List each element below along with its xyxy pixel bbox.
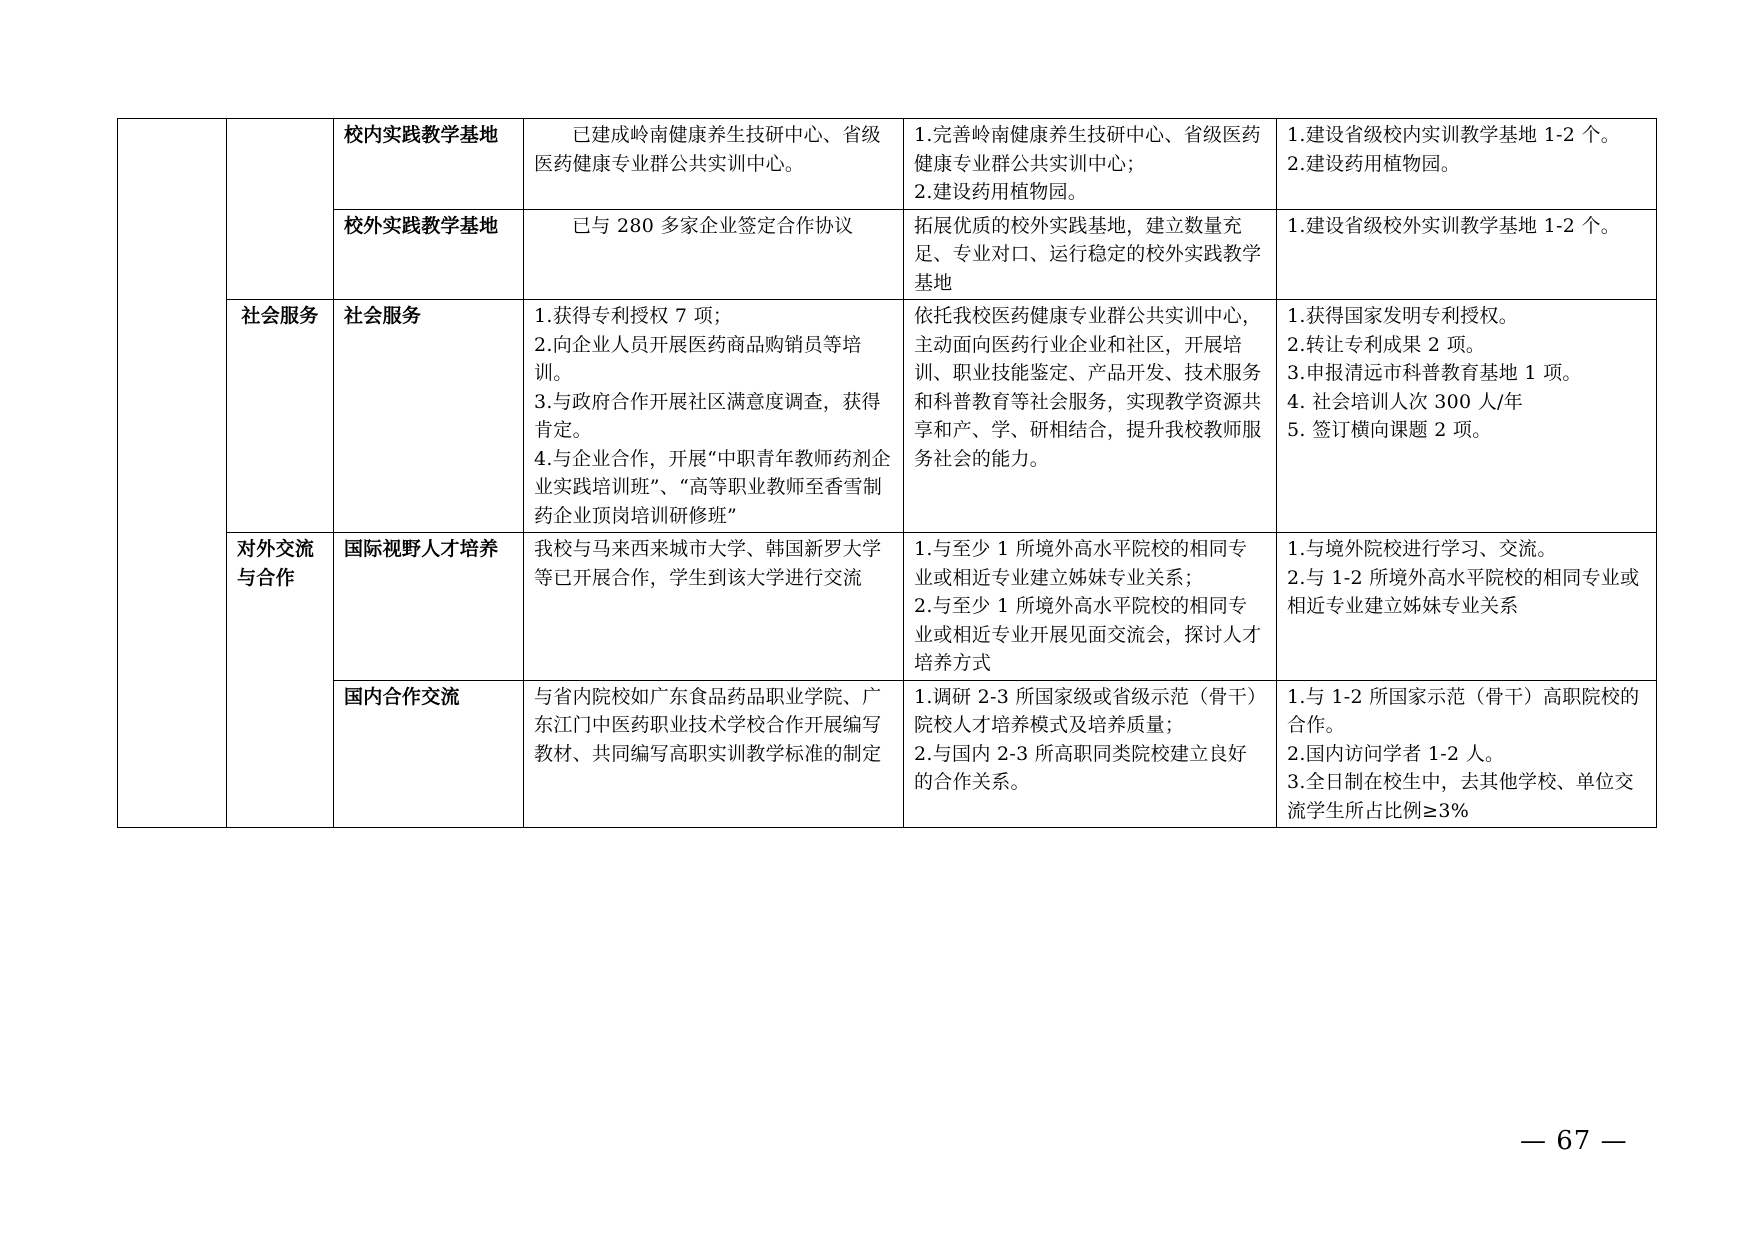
- list-item: 2.建设药用植物园。: [1287, 152, 1461, 175]
- list-item: 2.向企业人员开展医药商品购销员等培训。: [534, 333, 862, 384]
- current-status-cell: 已与 280 多家企业签定合作协议: [524, 209, 904, 300]
- list-item: 拓展优质的校外实践基地，建立数量充足、专业对口、运行稳定的校外实践教学基地: [914, 214, 1262, 294]
- category-cell: 对外交流与合作: [227, 533, 334, 828]
- list-item: 4. 社会培训人次 300 人/年: [1287, 390, 1524, 413]
- item-cell: 国际视野人才培养: [334, 533, 524, 681]
- current-status-cell: 已建成岭南健康养生技研中心、省级医药健康专业群公共实训中心。: [524, 119, 904, 210]
- item-cell: 社会服务: [334, 300, 524, 533]
- item-cell: 国内合作交流: [334, 680, 524, 828]
- list-item: 2.转让专利成果 2 项。: [1287, 333, 1486, 356]
- measures-cell: [904, 680, 1277, 828]
- targets-cell: [1277, 209, 1657, 300]
- list-item: 1.建设省级校内实训教学基地 1-2 个。: [1287, 124, 1621, 146]
- table-row: [118, 209, 1657, 300]
- list-item: 5. 签订横向课题 2 项。: [1287, 419, 1492, 441]
- list-item: 1.完善岭南健康养生技研中心、省级医药健康专业群公共实训中心；: [914, 124, 1261, 175]
- list-item: 3.与政府合作开展社区满意度调查，获得肯定。: [534, 390, 881, 441]
- list-item: 2.建设药用植物园。: [914, 181, 1088, 203]
- targets-cell: [1277, 300, 1657, 533]
- empty-category-cell: [118, 119, 227, 828]
- list-item: 1.建设省级校外实训教学基地 1-2 个。: [1287, 214, 1621, 237]
- measures-cell: [904, 533, 1277, 681]
- table-row: [118, 680, 1657, 828]
- targets-cell: [1277, 119, 1657, 210]
- list-item: 1.获得国家发明专利授权。: [1287, 305, 1519, 327]
- table-row: [118, 533, 1657, 681]
- current-status-cell: [524, 300, 904, 533]
- list-item: 1.与境外院校进行学习、交流。: [1287, 538, 1557, 560]
- empty-subcategory-cell: [227, 119, 334, 300]
- list-item: 依托我校医药健康专业群公共实训中心，主动面向医药行业企业和社区，开展培训、职业技能鉴定、产品开发、技术服务和科普教育等社会服务，实现教学资源共享和产、学、研相结合，提升我校教师服务社会的能力。: [914, 305, 1262, 470]
- list-item: 1.获得专利授权 7 项；: [534, 305, 733, 327]
- current-status-cell: 我校与马来西来城市大学、韩国新罗大学等已开展合作，学生到该大学进行交流: [524, 533, 904, 681]
- table-row: [118, 300, 1657, 533]
- page-number: — 67 —: [1520, 1126, 1628, 1156]
- list-item: 1.与 1-2 所国家示范（骨干）高职院校的合作。: [1287, 685, 1640, 736]
- plan-table: [117, 118, 1657, 828]
- measures-cell: [904, 300, 1277, 533]
- list-item: 1.调研 2-3 所国家级或省级示范（骨干）院校人才培养模式及培养质量；: [914, 685, 1257, 736]
- category-cell: 社会服务: [227, 300, 334, 533]
- list-item: 2.与至少 1 所境外高水平院校的相同专业或相近专业开展见面交流会，探讨人才培养方式: [914, 595, 1262, 674]
- list-item: 3.申报清远市科普教育基地 1 项。: [1287, 362, 1582, 384]
- table-row: [118, 119, 1657, 210]
- item-cell: 校内实践教学基地: [334, 119, 524, 210]
- list-item: 4.与企业合作，开展“中职青年教师药剂企业实践培训班”、“高等职业教师至香雪制药企业顶岗培训研修班”: [534, 447, 891, 527]
- targets-cell: [1277, 533, 1657, 681]
- targets-cell: [1277, 680, 1657, 828]
- item-cell: 校外实践教学基地: [334, 209, 524, 300]
- measures-cell: [904, 119, 1277, 210]
- list-item: 2.国内访问学者 1-2 人。: [1287, 742, 1505, 765]
- list-item: 2.与国内 2-3 所高职同类院校建立良好的合作关系。: [914, 742, 1248, 793]
- list-item: 1.与至少 1 所境外高水平院校的相同专业或相近专业建立姊妹专业关系；: [914, 538, 1248, 589]
- measures-cell: [904, 209, 1277, 300]
- list-item: 2.与 1-2 所境外高水平院校的相同专业或相近专业建立姊妹专业关系: [1287, 566, 1640, 617]
- current-status-cell: 与省内院校如广东食品药品职业学院、广东江门中医药职业技术学校合作开展编写教材、共同编写高职实训教学标准的制定: [524, 680, 904, 828]
- list-item: 3.全日制在校生中，去其他学校、单位交流学生所占比例≥3%: [1287, 771, 1634, 822]
